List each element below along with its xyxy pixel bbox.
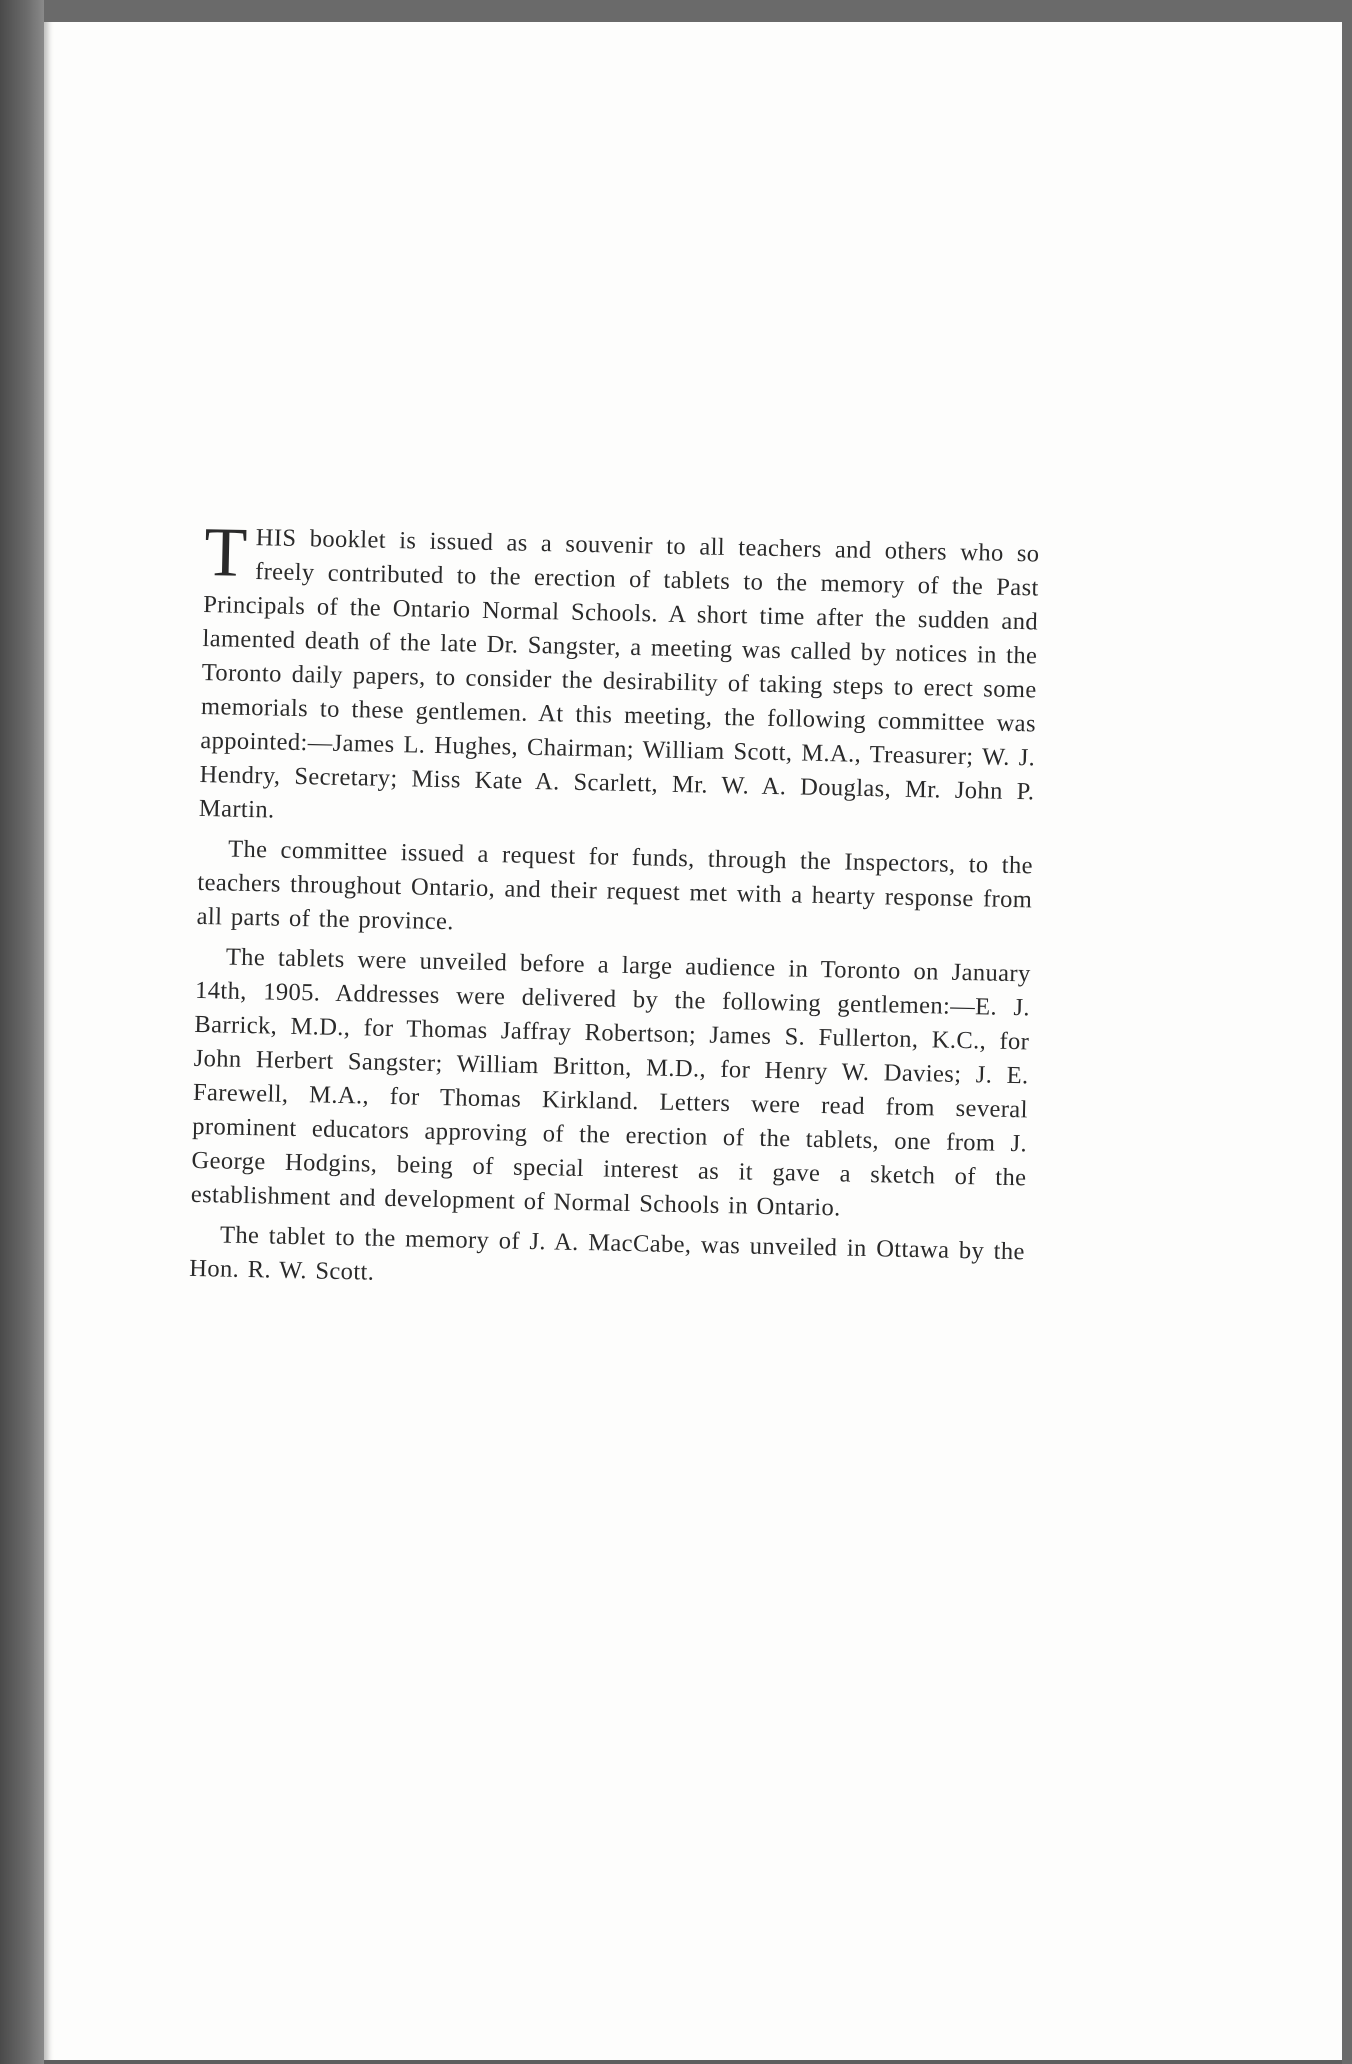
scan-right-edge xyxy=(1342,0,1352,2064)
book-binding-edge xyxy=(0,0,44,2064)
paragraph-intro-text: booklet is issued as a souvenir to all teachers and others who so freely contributed to the erection of tablets to the memory of the Past Principals of the Ontario Normal Schools. A short time after the sudden and lamented death of the late Dr. Sangster, a meeting was called by notices in the Toronto daily papers, to consider the desirability of taking steps to erect some memorials to these gentlemen. At this meeting, the following committee was appointed:—James L. Hughes, Chairman; William Scott, M.A., Treasurer; W. J. Hendry, Secretary; Miss Kate A. Scarlett, Mr. W. A. Douglas, Mr. John P. Martin. xyxy=(198,525,1040,824)
drop-cap: T xyxy=(203,514,249,592)
body-text xyxy=(189,514,1040,1309)
paragraph-committee: The committee issued a request for funds, through the Inspectors, to the teachers throughout Ontario, and their request met with a hearty response from all parts of the province. xyxy=(196,835,1034,936)
paragraph-intro xyxy=(198,514,1040,843)
first-word-rest: HIS xyxy=(255,524,297,552)
paragraph-ottawa: The tablet to the memory of J. A. MacCabe, was unveiled in Ottawa by the Hon. R. W. Scott. xyxy=(189,1221,1026,1286)
paragraph-unveiling: The tablets were unveiled before a large audience in Toronto on January 14th, 1905. Addresses were delivered by the following gentlemen:—E. J. Barrick, M.D., for Thomas Jaffray Robertson; James S. Fullerton, K.C., for John Herbert Sangster; William Britton, M.D., for Henry W. Davies; J. E. Farewell, M.A., for Thomas Kirkland. Letters were read from several prominent educators approving of the erection of the tablets, one from J. George Hodgins, being of special interest as it gave a sketch of the establishment and development of Normal Schools in Ontario. xyxy=(190,943,1031,1222)
scan-top-edge xyxy=(0,0,1352,22)
